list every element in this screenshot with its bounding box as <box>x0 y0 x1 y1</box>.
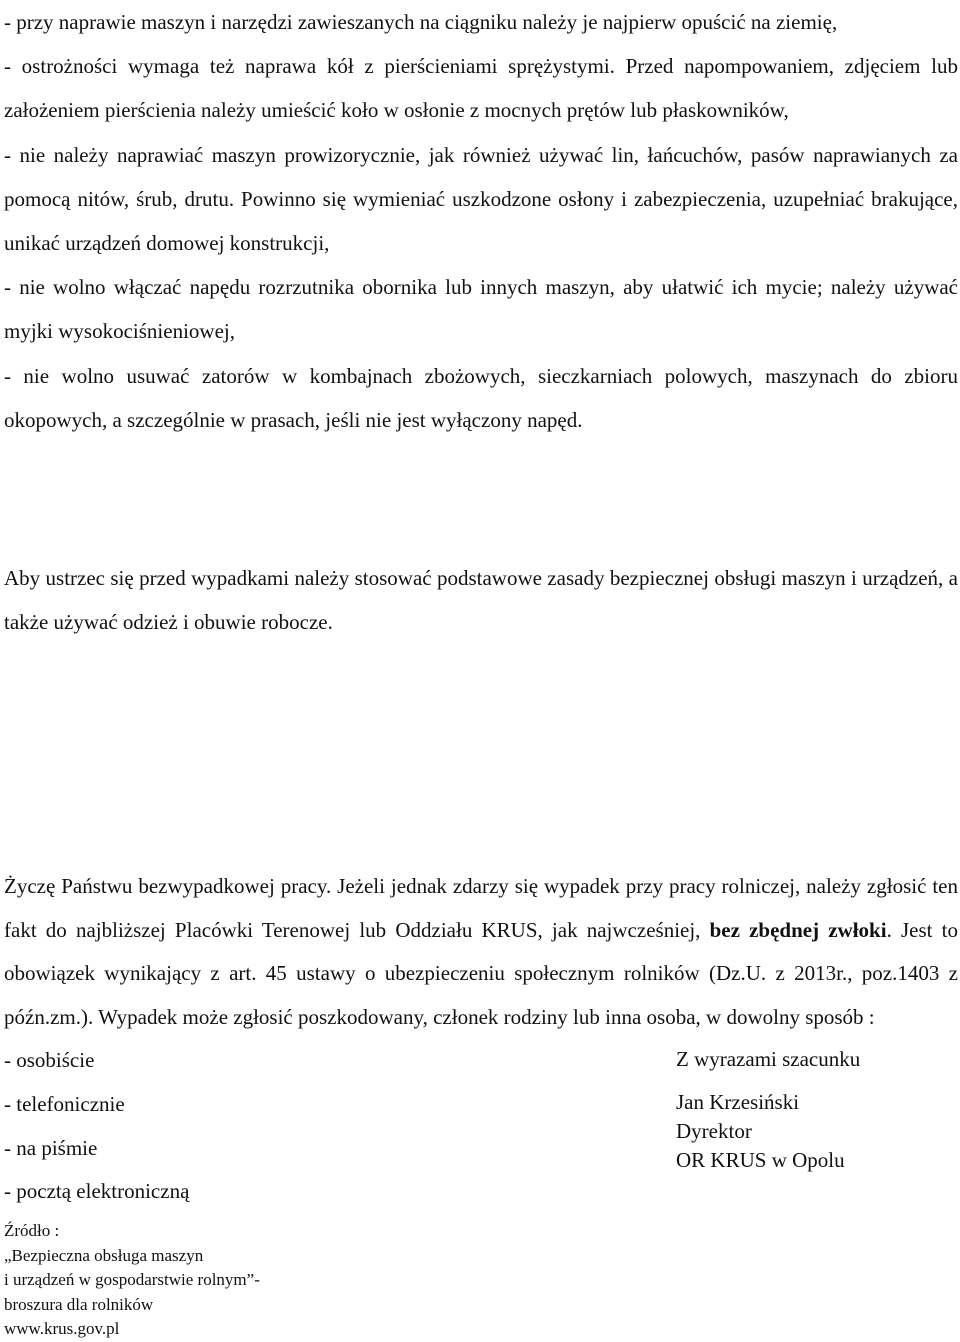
source-url: www.krus.gov.pl <box>4 1319 120 1338</box>
source-label: Źródło : <box>4 1221 60 1240</box>
source-title-line2: i urządzeń w gospodarstwie rolnym”- <box>4 1270 260 1289</box>
safety-rules-list <box>4 0 958 442</box>
signature-title: Dyrektor <box>676 1119 752 1143</box>
source-title-line3: broszura dla rolników <box>4 1294 154 1314</box>
source-note <box>4 1219 424 1342</box>
report-text-bold: bez zbędnej zwłoki <box>709 917 887 942</box>
rule-item: - przy naprawie maszyn i narzędzi zawieszanych na ciągniku należy je najpierw opuścić na ziemię, <box>4 10 838 34</box>
report-method-item: - telefonicznie <box>4 1091 125 1116</box>
source-title-line1: „Bezpieczna obsługa maszyn <box>4 1245 204 1265</box>
rule-item: - nie wolno włączać napędu rozrzutnika obornika lub innych maszyn, aby ułatwić ich mycie; należy używać myjki wysokociśnieniowej, <box>4 275 958 344</box>
signature-block <box>676 1088 956 1175</box>
report-text-end: . Jest to obowiązek wynikający z art. 45 ustawy o ubezpieczeniu społecznym rolników (Dz.U. z 2013r., poz.1403 z późn.zm.). Wypadek może zgłosić poszkodowany, członek rodziny lub inna osoba, w dowolny sposób : <box>4 917 958 1029</box>
report-method-item: - na piśmie <box>4 1135 98 1160</box>
rule-item: - ostrożności wymaga też naprawa kół z pierścieniami sprężystymi. Przed napompowaniem, zdjęciem lub założeniem pierścienia należy umieścić koło w osłonie z mocnych prętów lub płaskowników, <box>4 54 958 123</box>
signature-greeting: Z wyrazami szacunku <box>676 1047 861 1071</box>
report-method-item: - pocztą elektroniczną <box>4 1179 190 1204</box>
signature-org: OR KRUS w Opolu <box>676 1148 845 1172</box>
rule-item: - nie wolno usuwać zatorów w kombajnach zbożowych, sieczkarniach polowych, maszynach do zbioru okopowych, a szczególnie w prasach, jeśli nie jest wyłączony napęd. <box>4 363 958 432</box>
rule-item: - nie należy naprawiać maszyn prowizorycznie, jak również używać lin, łańcuchów, pasów naprawianych za pomocą nitów, śrub, drutu. Powinno się wymieniać uszkodzone osłony i zabezpieczenia, uzupełniać brakujące, unikać urządzeń domowej konstrukcji, <box>4 142 958 256</box>
signature-name: Jan Krzesiński <box>676 1090 800 1114</box>
report-text-start: Życzę Państwu bezwypadkowej pracy. Jeżeli jednak zdarzy się wypadek przy pracy rolniczej, należy zgłosić ten fakt do najbliższej Placówki Terenowej lub Oddziału KRUS, jak najwcześniej, <box>4 874 958 942</box>
precaution-paragraph: Aby ustrzec się przed wypadkami należy stosować podstawowe zasady bezpiecznej obsługi maszyn i urządzeń, a także używać odzież i obuwie robocze. <box>4 566 958 634</box>
accident-report-paragraph <box>4 865 958 1039</box>
report-method-item: - osobiście <box>4 1048 95 1073</box>
